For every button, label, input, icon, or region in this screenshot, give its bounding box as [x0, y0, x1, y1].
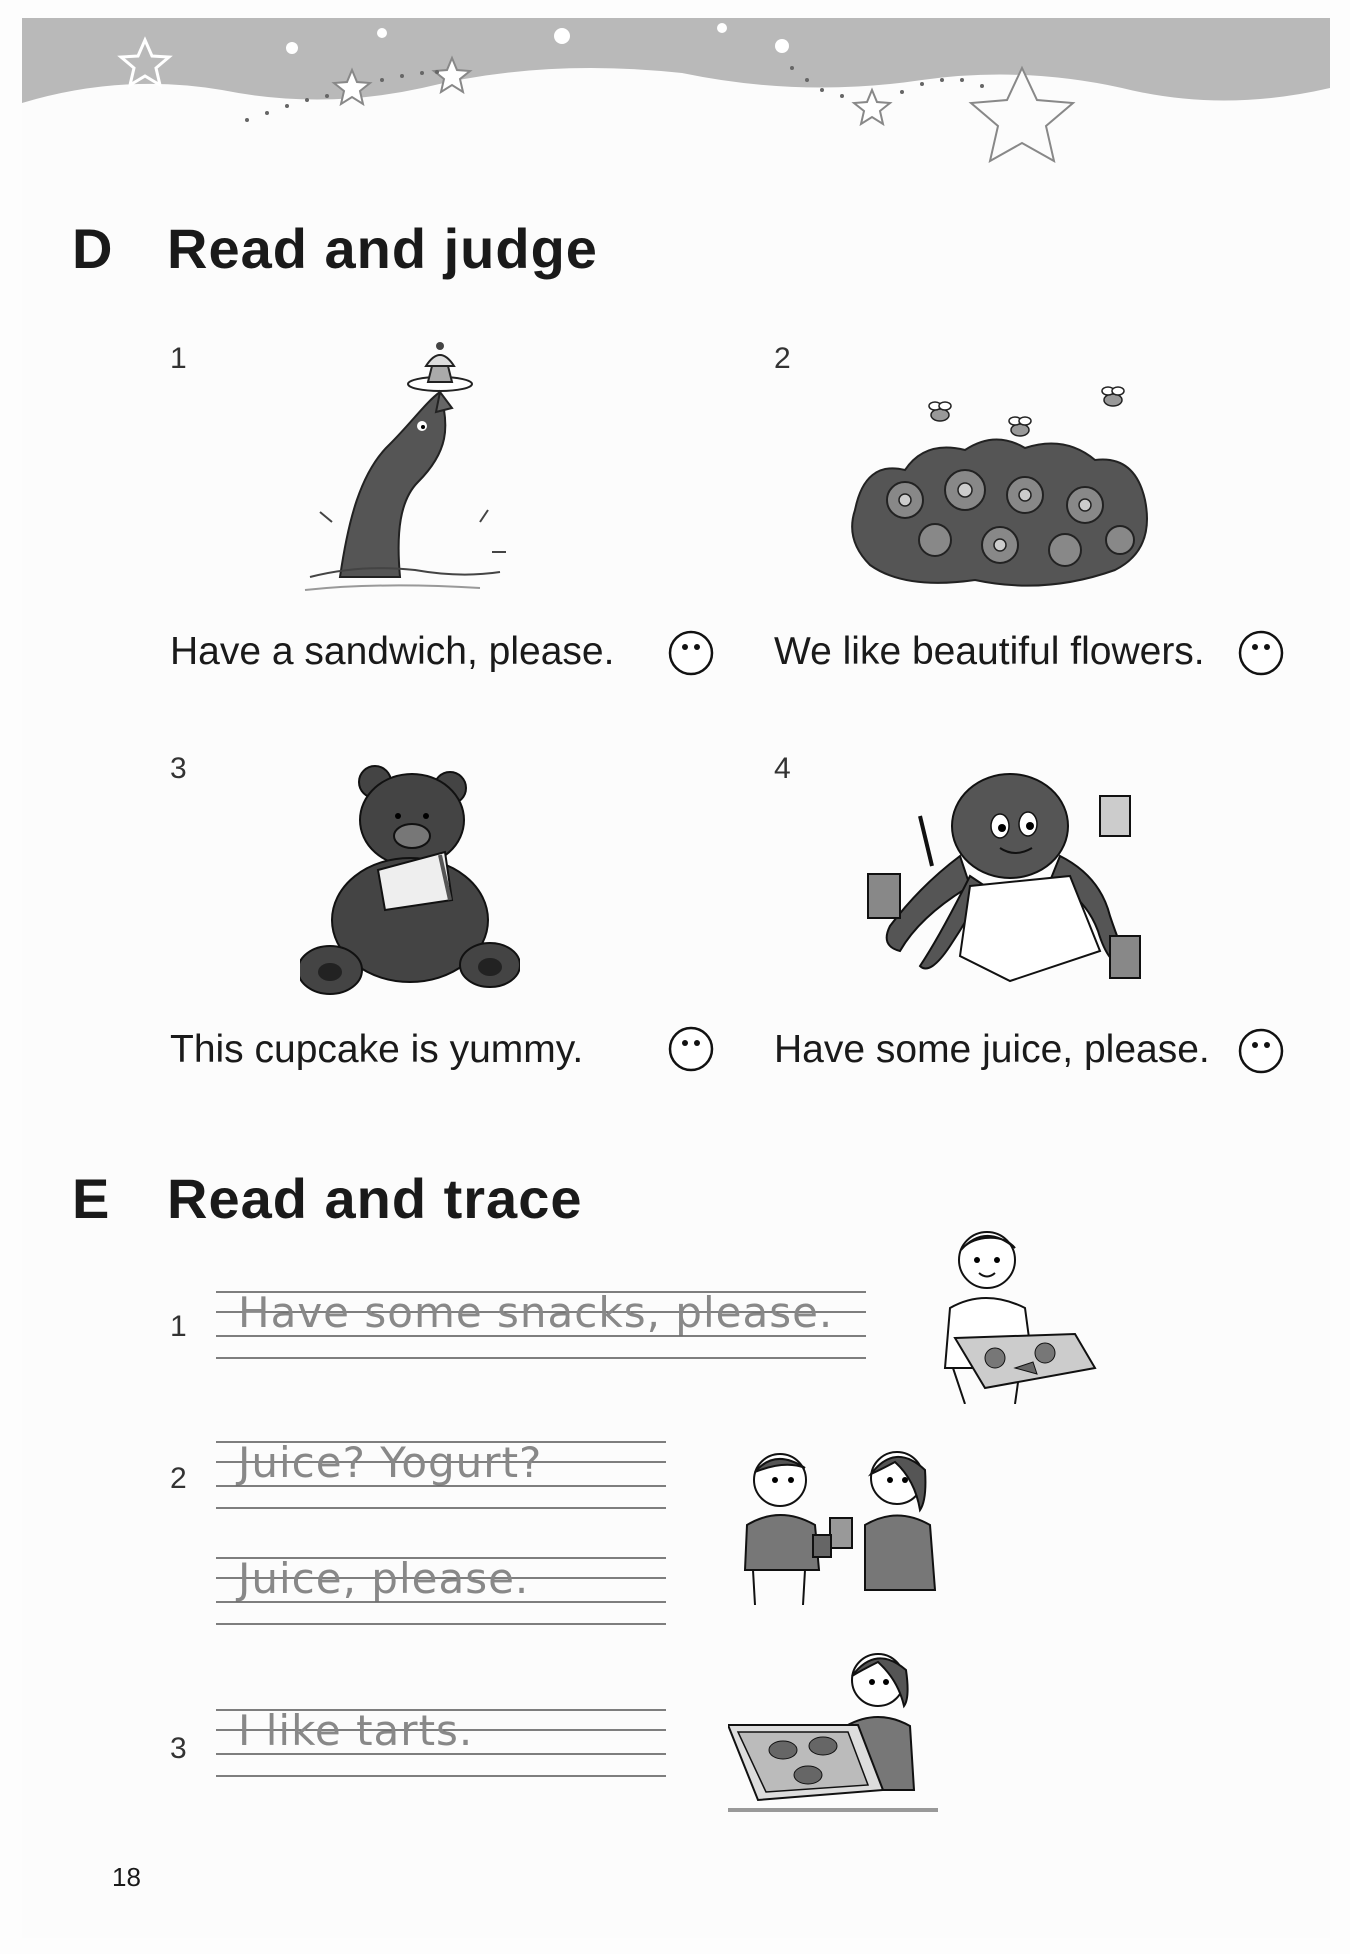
boy-and-girl-with-drinks-illustration [735, 1440, 950, 1610]
item-number: 3 [170, 752, 187, 785]
smiley-face-icon[interactable] [1238, 630, 1284, 676]
item-number: 1 [170, 342, 187, 375]
trace-text: I like tarts. [238, 1706, 474, 1755]
section-letter: D [72, 217, 114, 280]
section-letter: E [72, 1167, 111, 1230]
star-banner [22, 18, 1330, 208]
sentence: This cupcake is yummy. [170, 1028, 584, 1071]
girl-with-tray-of-tarts-illustration [728, 1640, 938, 1820]
item-number: 2 [170, 1462, 187, 1495]
sentence: Have some juice, please. [774, 1028, 1210, 1071]
item-number: 1 [170, 1310, 187, 1343]
tracing-line[interactable] [216, 1290, 866, 1362]
item-number: 2 [774, 342, 791, 375]
trace-text: Juice? Yogurt? [238, 1438, 543, 1487]
bees-over-flowers-illustration [845, 380, 1155, 595]
section-title: Read and trace [167, 1167, 583, 1230]
section-e-heading [72, 1166, 583, 1231]
item-number: 4 [774, 752, 791, 785]
bear-eating-sandwich-illustration [300, 760, 520, 1000]
page-number: 18 [112, 1862, 141, 1892]
section-d-heading [72, 216, 598, 281]
sentence: We like beautiful flowers. [774, 630, 1205, 673]
smiley-face-icon[interactable] [1238, 1028, 1284, 1074]
smiley-face-icon[interactable] [668, 1026, 714, 1072]
tracing-line[interactable] [216, 1440, 666, 1512]
octopus-with-juice-illustration [860, 766, 1160, 991]
trace-text: Juice, please. [238, 1554, 530, 1603]
tracing-line[interactable] [216, 1708, 666, 1780]
tracing-line[interactable] [216, 1556, 666, 1628]
section-title: Read and judge [167, 217, 598, 280]
item-number: 3 [170, 1732, 187, 1765]
boy-with-tray-of-snacks-illustration [925, 1218, 1100, 1404]
smiley-face-icon[interactable] [668, 630, 714, 676]
seal-balancing-cupcake-illustration [300, 332, 530, 594]
trace-text: Have some snacks, please. [238, 1288, 834, 1337]
sentence: Have a sandwich, please. [170, 630, 615, 673]
